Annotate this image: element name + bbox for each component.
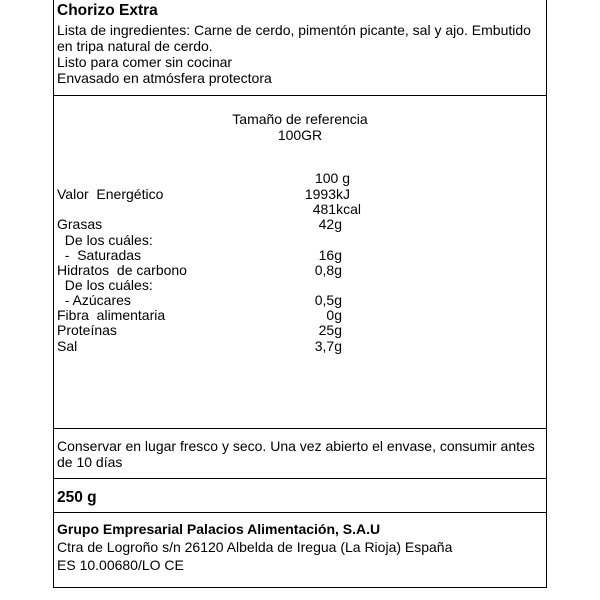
divider-weight	[53, 512, 547, 513]
nutrition-row-label: Fibra alimentaria	[57, 307, 166, 323]
ready-to-eat-note: Listo para comer sin cocinar	[57, 54, 233, 70]
divider-nutrition	[53, 428, 547, 429]
packaging-note: Envasado en atmósfera protectora	[57, 70, 272, 86]
nutrition-row-value: 0,8g	[314, 262, 342, 278]
nutrition-row-value: 3,7g	[314, 338, 342, 354]
reference-size-value: 100GR	[277, 127, 323, 143]
nutrition-row-value: 481kcal	[312, 201, 361, 217]
nutrition-row-label: - Azúcares	[57, 292, 131, 308]
nutrition-row-label: Proteínas	[57, 322, 117, 338]
manufacturer-address: Ctra de Logroño s/n 26120 Albelda de Iregua (La Rioja) España	[57, 539, 453, 555]
nutrition-row-label: Grasas	[57, 216, 103, 232]
nutrition-row-value: 25g	[318, 322, 342, 338]
nutrition-row-label: - Saturadas	[57, 247, 142, 263]
nutrition-row-label: Sal	[57, 338, 78, 354]
storage-instructions: Conservar en lugar fresco y seco. Una vez abierto el envase, consumir antes de 10 días	[57, 438, 535, 470]
nutrition-row-value: 0,5g	[314, 292, 342, 308]
nutrition-row-label: De los cuáles:	[57, 277, 153, 293]
product-info	[57, 0, 537, 86]
net-weight: 250 g	[57, 489, 97, 506]
nutrition-row-label: Hidratos de carbono	[57, 262, 187, 278]
reference-size-label: Tamaño de referencia	[232, 111, 368, 127]
sanitary-registry: ES 10.00680/LO CE	[57, 557, 184, 573]
product-title: Chorizo Extra	[57, 2, 158, 19]
nutrition-row-value: 1993kJ	[304, 186, 350, 202]
manufacturer-name: Grupo Empresarial Palacios Alimentación, S.A.U	[57, 521, 381, 537]
nutrition-row-label: De los cuáles:	[57, 232, 153, 248]
divider-ingredients	[53, 95, 547, 96]
nutrition-row-value: 16g	[318, 247, 342, 263]
nutrition-column-header: 100 g	[314, 170, 350, 186]
ingredients-list: Lista de ingredientes: Carne de cerdo, pimentón picante, sal y ajo. Embutido en tripa natural de cerdo.	[57, 22, 531, 54]
nutrition-row-value: 0g	[326, 307, 342, 323]
nutrition-row-label: Valor Energético	[57, 186, 164, 202]
nutrition-row-value: 42g	[318, 216, 342, 232]
divider-storage	[53, 478, 547, 479]
